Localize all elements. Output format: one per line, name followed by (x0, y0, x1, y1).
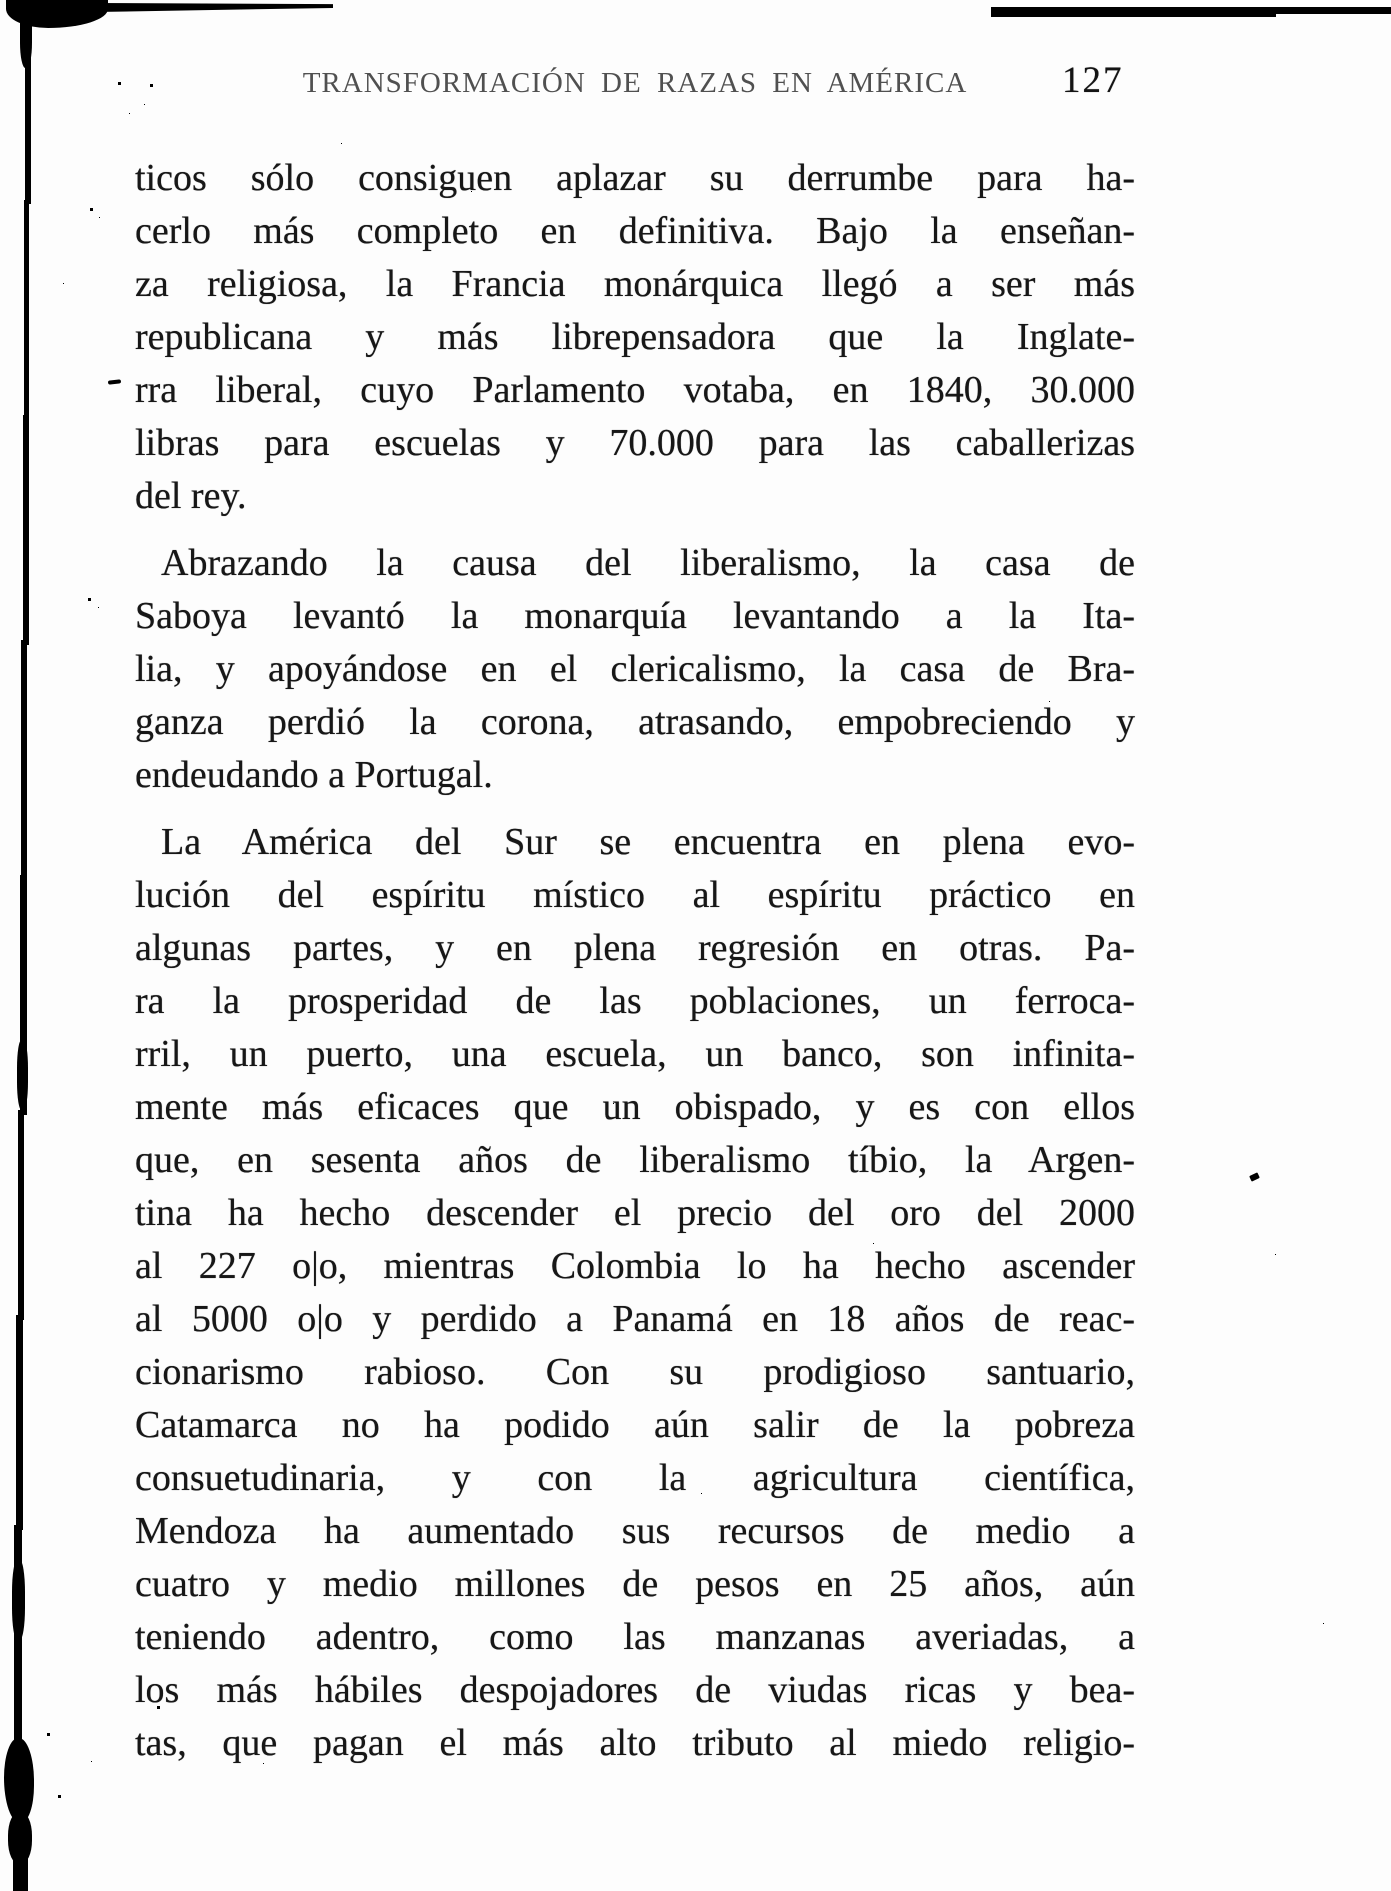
scan-artifact-bottom-left-blob (8, 1812, 32, 1864)
text-line: ra la prosperidad de las poblaciones, un ferroca- (135, 980, 1135, 1022)
text-line: cerlo más completo en definitiva. Bajo la enseñan- (135, 210, 1135, 252)
running-header-title: TRANSFORMACIÓN DE RAZAS EN AMÉRICA (302, 67, 968, 99)
scan-artifact-left-edge-line (25, 24, 31, 204)
text-line: libras para escuelas y 70.000 para las caballerizas (135, 422, 1135, 464)
text-line: lia, y apoyándose en el clericalismo, la casa de Bra- (135, 648, 1135, 690)
text-line: lución del espíritu místico al espíritu práctico en (135, 874, 1135, 916)
text-line: los más hábiles despojadores de viudas ricas y bea- (135, 1669, 1135, 1711)
scan-artifact-left-edge-line (21, 640, 27, 880)
paragraph (135, 816, 1135, 1770)
text-line: za religiosa, la Francia monárquica llegó a ser más (135, 263, 1135, 305)
text-line: rra liberal, cuyo Parlamento votaba, en 1840, 30.000 (135, 369, 1135, 411)
scan-artifact-left-edge-line (16, 1315, 23, 1530)
scan-artifact-noise-specks (118, 82, 121, 85)
text-line: ticos sólo consiguen aplazar su derrumbe para ha- (135, 157, 1135, 199)
text-line: al 227 o|o, mientras Colombia lo ha hecho ascender (135, 1245, 1135, 1287)
page-number: 127 (1062, 60, 1124, 101)
text-line: Mendoza ha aumentado sus recursos de medio a (135, 1510, 1135, 1552)
text-line: endeudando a Portugal. (135, 754, 493, 796)
scan-artifact-top-right-line (991, 7, 1391, 14)
text-line: Catamarca no ha podido aún salir de la pobreza (135, 1404, 1135, 1446)
text-line: ganza perdió la corona, atrasando, empobreciendo y (135, 701, 1135, 743)
text-line: algunas partes, y en plena regresión en otras. Pa- (135, 927, 1135, 969)
scan-artifact-left-edge-line (18, 1110, 24, 1320)
text-line: tas, que pagan el más alto tributo al miedo religio- (135, 1722, 1135, 1764)
text-line: consuetudinaria, y con la agricultura científica, (135, 1457, 1135, 1499)
text-line: cuatro y medio millones de pesos en 25 años, aún (135, 1563, 1135, 1605)
scan-artifact-left-edge-line (23, 415, 29, 645)
scan-artifact-margin-dash (108, 379, 121, 384)
scan-artifact-left-edge-widening (17, 1040, 28, 1110)
text-line: teniendo adentro, como las manzanas averiadas, a (135, 1616, 1135, 1658)
text-line: que, en sesenta años de liberalismo tíbio, la Argen- (135, 1139, 1135, 1181)
text-line: al 5000 o|o y perdido a Panamá en 18 años de reac- (135, 1298, 1135, 1340)
scan-artifact-bottom-left-blob (4, 1738, 34, 1823)
text-line: La América del Sur se encuentra en plena evo- (161, 821, 1135, 863)
scan-artifact-margin-mark (1249, 1172, 1260, 1181)
text-line: Saboya levantó la monarquía levantando a la Ita- (135, 595, 1135, 637)
text-line: cionarismo rabioso. Con su prodigioso santuario, (135, 1351, 1135, 1393)
text-line: rril, un puerto, una escuela, un banco, son infinita- (135, 1033, 1135, 1075)
text-line: Abrazando la causa del liberalismo, la casa de (161, 542, 1135, 584)
running-header (135, 68, 1135, 98)
scan-artifact-left-edge-widening (12, 1560, 25, 1640)
paragraph (135, 537, 1135, 802)
scan-artifact-left-edge-line (24, 200, 29, 420)
scan-artifact-top-left-tail (95, 3, 333, 12)
paragraph (135, 152, 1135, 523)
text-line: del rey. (135, 475, 247, 517)
text-line: republicana y más librepensadora que la Inglate- (135, 316, 1135, 358)
text-line: mente más eficaces que un obispado, y es con ellos (135, 1086, 1135, 1128)
text-line: tina ha hecho descender el precio del oro del 2000 (135, 1192, 1135, 1234)
body-text (135, 152, 1135, 1770)
